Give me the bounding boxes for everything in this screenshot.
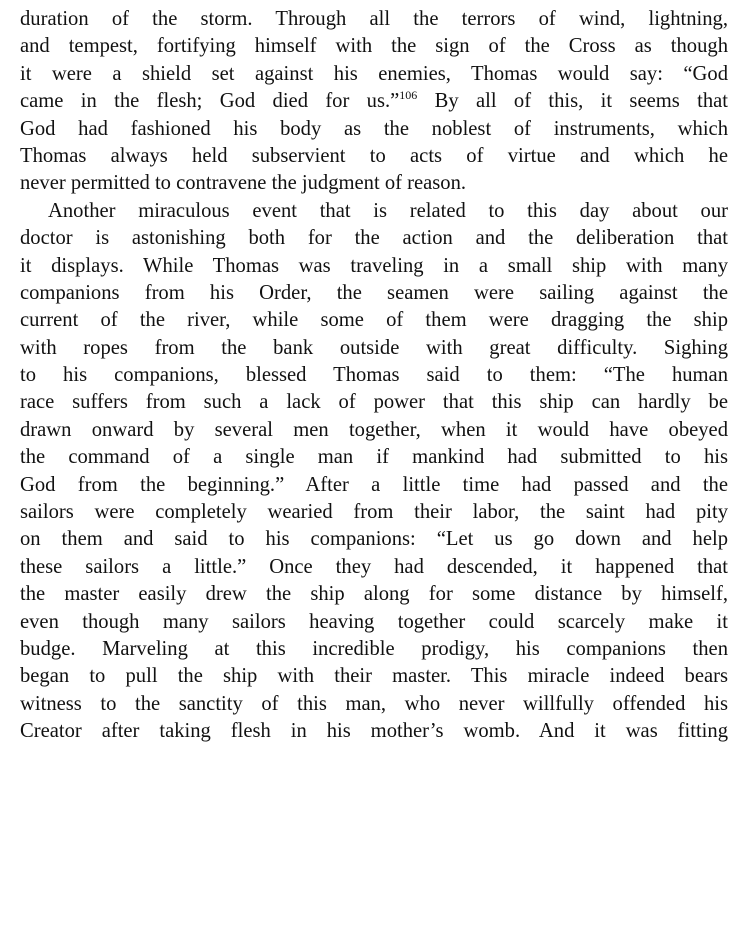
text-line: companions from his Order, the seamen were sailing against the [20, 281, 728, 304]
text-line: even though many sailors heaving together could scarcely make it [20, 610, 728, 633]
text-line: the master easily drew the ship along for some distance by himself, [20, 583, 728, 606]
text-line: to his companions, blessed Thomas said to them: “The human [20, 364, 728, 387]
text-line: race suffers from such a lack of power that this ship can hardly be [20, 391, 728, 414]
text-line: drawn onward by several men together, when it would have obeyed [20, 418, 728, 441]
text-line: it displays. While Thomas was traveling in a small ship with many [20, 254, 728, 277]
text-line: it were a shield set against his enemies, Thomas would say: “God [20, 62, 728, 85]
text-line: Creator after taking flesh in his mother’s womb. And it was fitting [20, 720, 728, 743]
text-line: Thomas always held subservient to acts of virtue and which he [20, 144, 728, 167]
text-line-with-footnote [20, 88, 728, 115]
text-line: with ropes from the bank outside with great difficulty. Sighing [20, 336, 728, 359]
text-line: God from the beginning.” After a little time had passed and the [20, 473, 728, 496]
text-line: the command of a single man if mankind had submitted to his [20, 446, 728, 469]
text-line: current of the river, while some of them were dragging the ship [20, 309, 728, 332]
text-line: sailors were completely wearied from their labor, the saint had pity [20, 501, 728, 524]
text-line: doctor is astonishing both for the action and the deliberation that [20, 227, 728, 250]
text-line: began to pull the ship with their master. This miracle indeed bears [20, 665, 728, 688]
text-line: God had fashioned his body as the noblest of instruments, which [20, 117, 728, 140]
text-line: budge. Marveling at this incredible prodigy, his companions then [20, 637, 728, 660]
paragraph-1 [20, 6, 728, 198]
paragraph-2 [20, 198, 728, 746]
text-line: on them and said to his companions: “Let us go down and help [20, 528, 728, 551]
text-line: witness to the sanctity of this man, who never willfully offended his [20, 692, 728, 715]
text-line: and tempest, fortifying himself with the sign of the Cross as though [20, 35, 728, 58]
text-segment: came in the flesh; God died for us.” [20, 90, 400, 113]
text-line: these sailors a little.” Once they had descended, it happened that [20, 555, 728, 578]
footnote-reference: 106 [399, 88, 418, 103]
text-segment: By all of this, it seems that [417, 90, 728, 113]
page-body [20, 6, 728, 746]
text-line: never permitted to contravene the judgment of reason. [20, 172, 467, 195]
text-line: duration of the storm. Through all the terrors of wind, lightning, [20, 8, 728, 30]
text-line: Another miraculous event that is related to this day about our [48, 199, 728, 222]
